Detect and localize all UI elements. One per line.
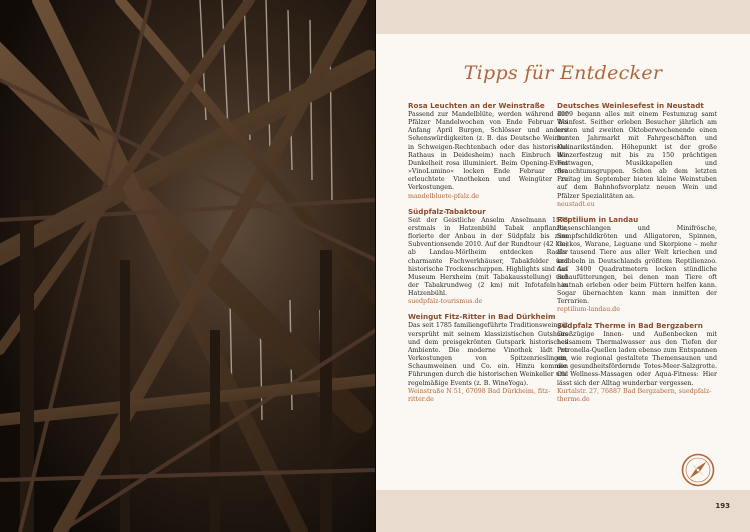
tip-entry — [408, 101, 568, 201]
tip-text: 1909 begann alles mit einem Festumzug samt Weinfest. Seither erleben Besucher jährlich am ersten und zweiten Oktoberwochenende einen bunten Jahrmarkt mit Fahrgeschäften und Kulinarikständen. Höhepunkt ist der große Winzerfestzug mit bis zu 150 prächtigen Festwagen, Musikkapellen und Brauchtumsgruppen. Schon ab dem letzten Freitag im September bieten kleine Weinstuben auf dem Bahnhofsvorplatz neuen Wein und Pfälzer Spezialitäten an. — [557, 111, 717, 200]
tip-entry — [557, 101, 717, 209]
page-title: Tipps für Entdecker — [463, 62, 663, 84]
tip-title: Weingut Fitz-Ritter in Bad Dürkheim — [408, 312, 556, 322]
tip-link[interactable]: mandelbluete-pfalz.de — [408, 192, 479, 200]
tip-entry — [557, 321, 717, 404]
tip-link[interactable]: neustadt.eu — [557, 200, 595, 208]
tip-text: Seit der Geistliche Anselm Anselmann 1573 erstmals in Hatzenbühl Tabak anpflanzte, florierte der Anbau in der Südpfalz bis zum Subventionsende 2010. Auf der Rundtour (42 km) ab Landau-Mörlheim entdecken Radler charmante Fachwerkhäuser, Tabakfelder und historische Trockenschuppen. Highlights sind das Museum Herxheim (mit Tabakausstellung) und der Tabakrundweg (2 km) mit Infotafeln in Hatzenbühl. — [408, 216, 568, 298]
tip-text: Passend zur Mandelblüte, werden während der Pfälzer Mandelwochen von Ende Februar bis Anfang April Burgen, Schlösser und andere Sehenswürdigkeiten (z. B. das Deutsche Weintor in Schweigen-Rechtenbach oder das historische Rathaus in Deidesheim) nach Einbruch der Dunkelheit rosa illuminiert. Beim Opening-Event »VinoLumino« locken Ende Februar rosa erleuchtete Vinotheken und Weingüter zu Verkostungen. — [408, 111, 568, 192]
page-number: 193 — [715, 502, 730, 510]
tip-entry — [557, 215, 717, 315]
header-band — [376, 0, 750, 34]
tip-link[interactable]: reptilium-landau.de — [557, 306, 620, 314]
tip-title: Rosa Leuchten an der Weinstraße — [408, 101, 545, 110]
tip-text: Das seit 1785 familiengeführte Traditionsweingut versprüht mit seinem klassizistischen Gutshaus und dem preisgekrönten Gutspark historisches Ambiente. Die moderne Vinothek lädt zu Verkostungen von Spitzenrieslingen, Schaumweinen und Co. ein. Hinzu kommen Führungen durch die historischen Weinkeller und regelmäßige Events (z. B. WineYoga). — [408, 322, 568, 387]
tip-link[interactable]: Kurtalstr. 27, 76887 Bad Bergzabern, suedpfalz-therme.de — [557, 387, 712, 403]
tip-text: Großzügige Innen- und Außenbecken mit heilsamem Thermalwasser aus den Tiefen der Petronella-Quellen laden ebenso zum Entspannen ein wie regional gestaltete Themensaunen und die gesundheitsfördernde Totes-Meer-Salzgrotte. Ob Wellness-Massagen oder Aqua-Fitness: Hier lässt sich der Alltag wunderbar vergessen. — [557, 330, 717, 387]
tip-title: Südpfalz Therme in Bad Bergzabern — [557, 320, 703, 330]
footer-band — [376, 490, 750, 532]
tip-entry — [408, 207, 568, 307]
tip-title: Reptilium in Landau — [557, 214, 639, 224]
tip-entry — [408, 312, 568, 404]
tip-link[interactable]: Weinstraße N 51, 67098 Bad Dürkheim, fitz-ritter.de — [408, 387, 551, 403]
left-column — [408, 101, 568, 410]
tip-link[interactable]: suedpfalz-tourismus.de — [408, 298, 483, 306]
right-column — [557, 101, 717, 410]
compass-icon — [681, 453, 715, 487]
right-page — [376, 0, 750, 532]
tip-text: Riesenschlangen und Minifrösche, Sumpfschildkröten und Alligatoren, Spinnen, Geckos, Warane, Leguane und Skorpione – mehr als tausend Tiere aus aller Welt kriechen und krabbeln in Deutschlands größtem Reptilienzoo. Auf 3400 Quadratmetern locken stündliche Schaufütterungen, bei denen man Tiere oft hautnah erleben oder beim Füttern helfen kann. Sogar übernachten kann man inmitten der Terrarien. — [557, 224, 717, 306]
tip-title: Deutsches Weinlesefest in Neustadt — [557, 101, 704, 110]
tip-title: Südpfalz-Tabaktour — [408, 206, 486, 216]
